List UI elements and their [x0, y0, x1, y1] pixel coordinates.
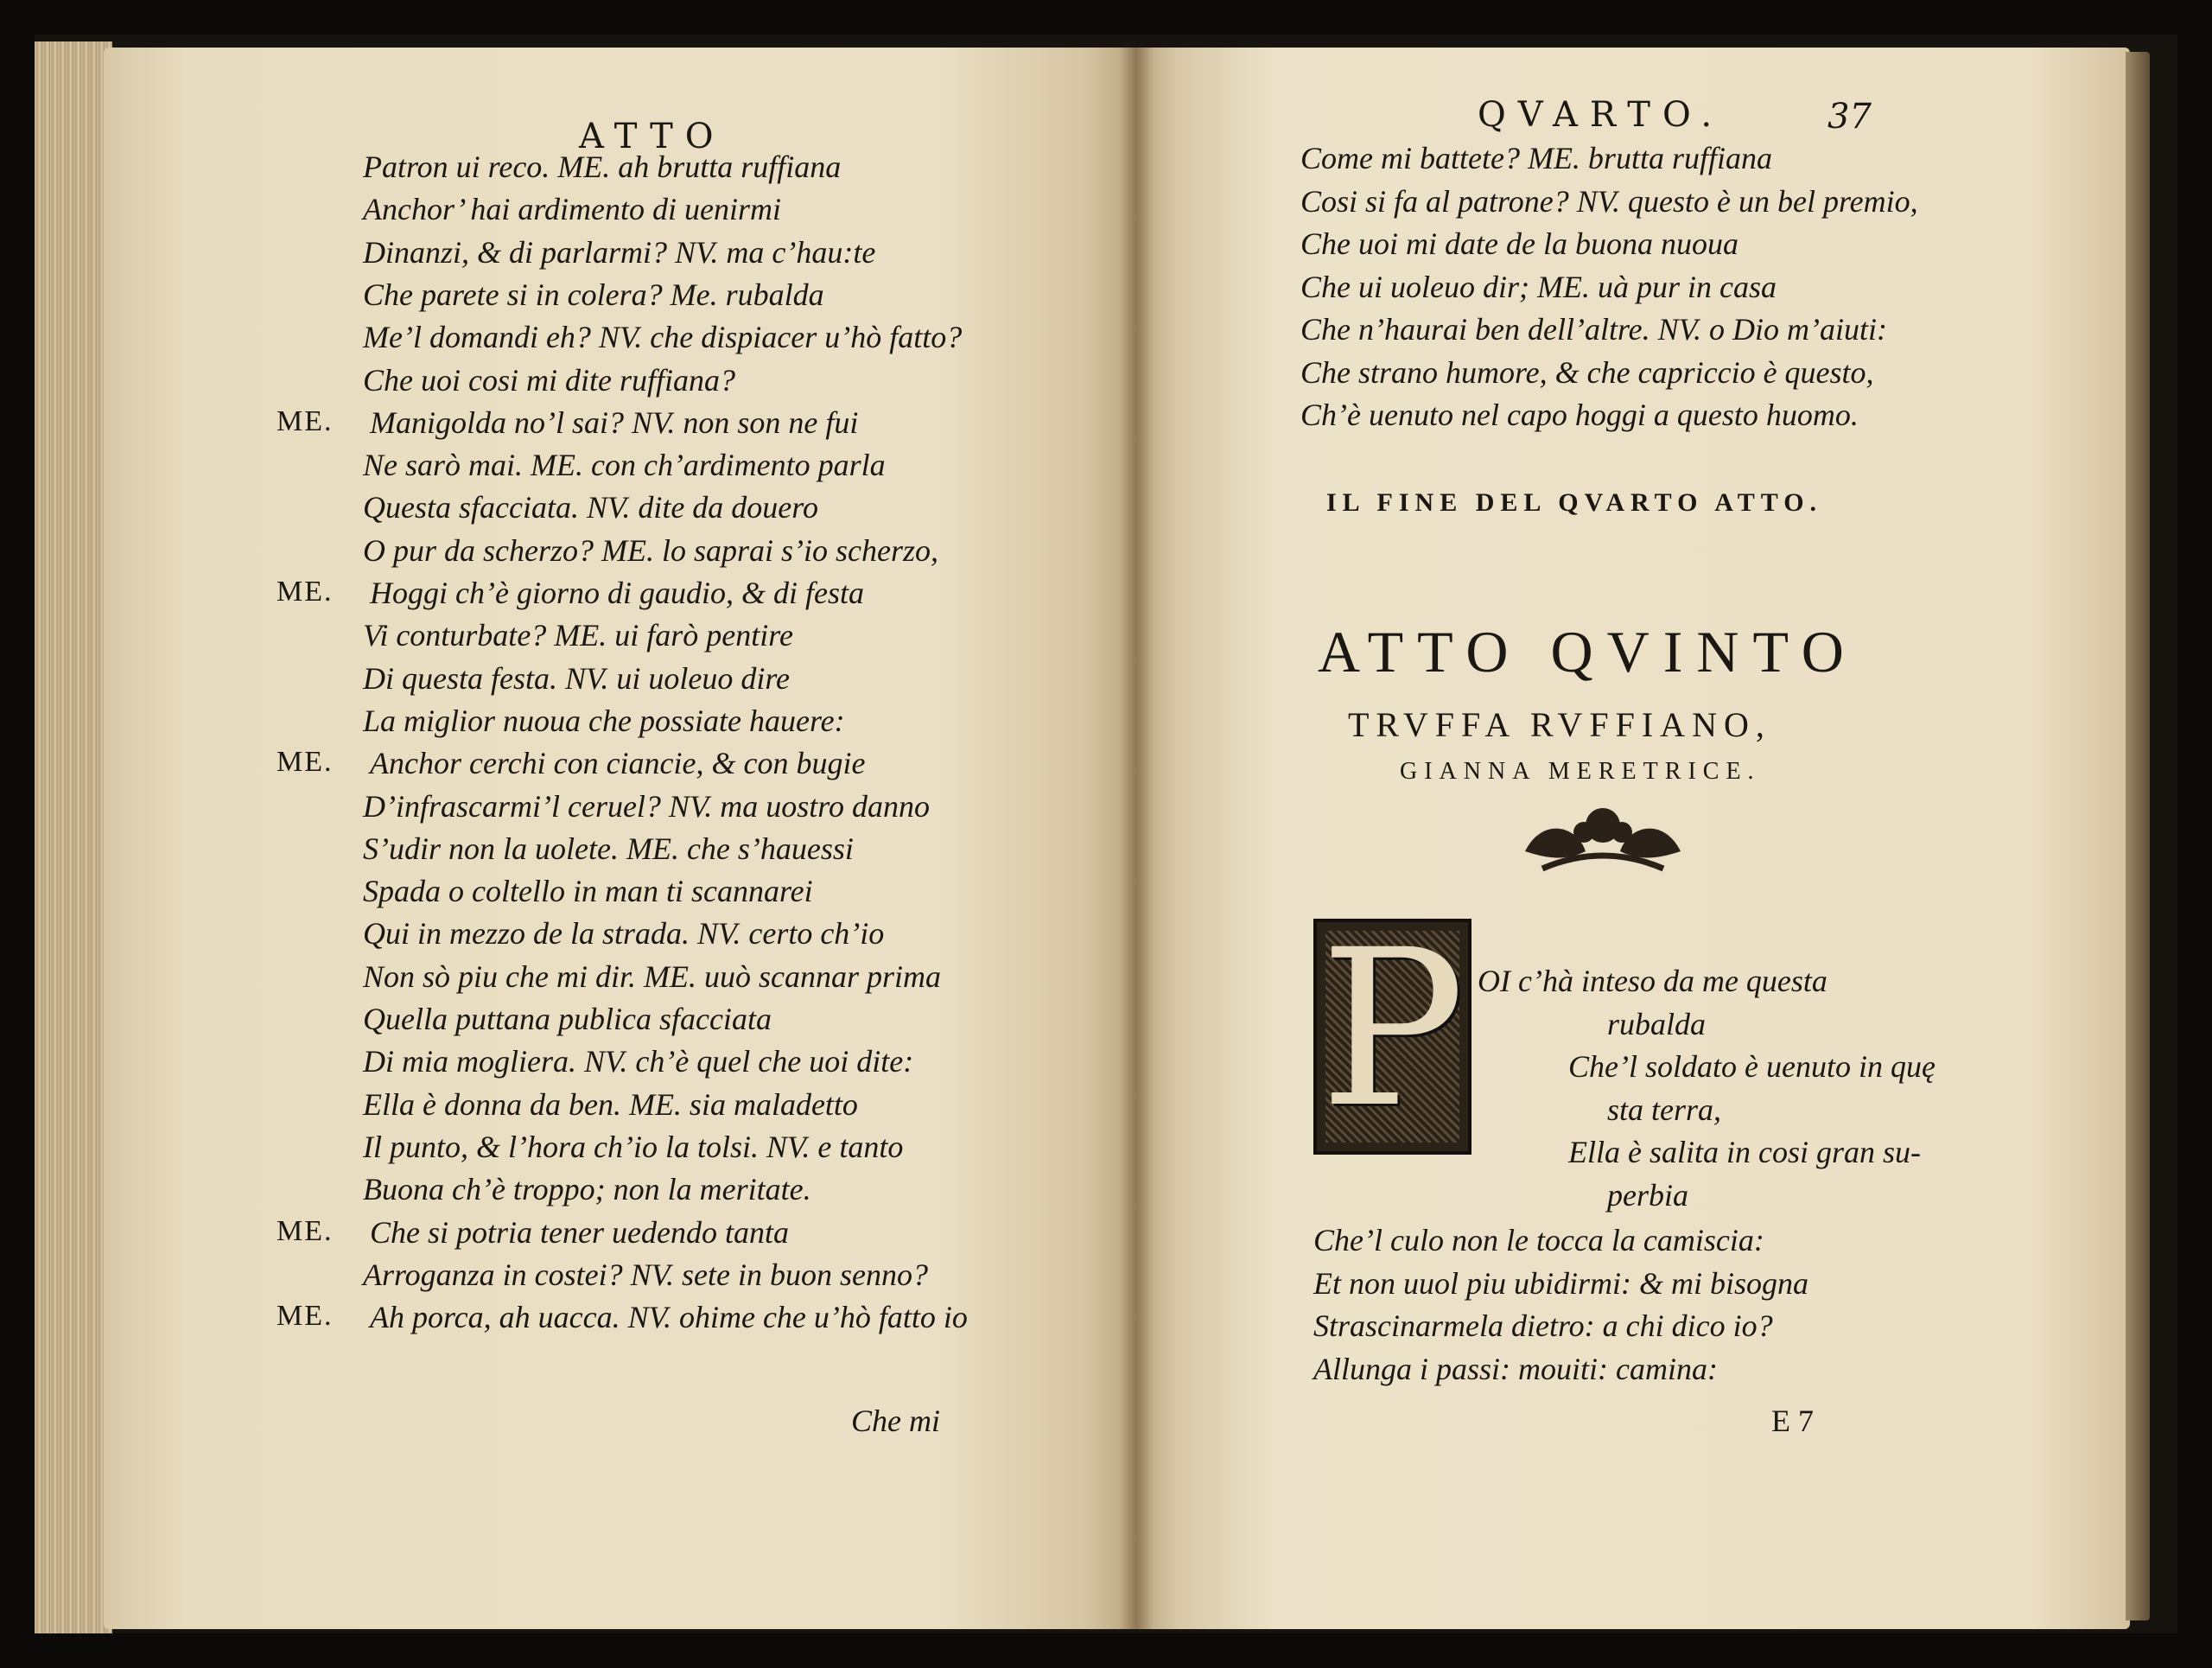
verse-line: Che’l culo non le tocca la camiscia: [1313, 1223, 1764, 1257]
verse-line: Ch’è uenuto nel capo hoggi a questo huomo. [1300, 398, 1859, 432]
right-page [1136, 48, 2130, 1629]
page-edges [35, 41, 112, 1633]
verse-line: Che n’haurai ben dell’altre. NV. o Dio m’aiuti: [1300, 312, 1887, 347]
initial-letter: P [1319, 903, 1465, 1155]
verse-line: Di questa festa. NV. ui uoleuo dire [363, 660, 790, 696]
verse-line: Che parete si in colera? Me. rubalda [363, 277, 824, 312]
verse-line: Che uoi mi date de la buona nuoua [1300, 226, 1738, 261]
back-cover-edge [2126, 52, 2150, 1620]
verse-line: perbia [1607, 1177, 1688, 1213]
verse-line: Ella è salita in cosi gran su- [1568, 1135, 1921, 1169]
speaker-mark: ME. [276, 746, 334, 779]
verse-line: Questa sfacciata. NV. dite da douero [363, 490, 818, 525]
end-of-act-heading: IL FINE DEL QVARTO ATTO. [1326, 488, 1823, 517]
verse-line: Allunga i passi: mouiti: camina: [1313, 1351, 1718, 1386]
right-running-head: QVARTO. [1478, 95, 1725, 135]
verse-line: Di mia mogliera. NV. ch’è quel che uoi dite: [363, 1044, 914, 1079]
speaker-mark: ME. [276, 576, 334, 608]
verse-line: Hoggi ch’è giorno di gaudio, & di festa [370, 576, 864, 610]
speaker-mark: ME. [276, 1300, 334, 1333]
verse-line: OI c’hà inteso da me questa [1478, 964, 1827, 998]
verse-line: Ah porca, ah uacca. NV. ohime che u’hò fatto io [370, 1300, 968, 1335]
verse-line: D’infrascarmi’l ceruel? NV. ma uostro danno [363, 788, 930, 824]
folio-number: 37 [1827, 97, 1872, 137]
act-title: ATTO QVINTO [1318, 619, 1858, 684]
speaker-mark: ME. [276, 404, 334, 437]
verse-line: Quella puttana publica sfacciata [363, 1002, 772, 1036]
verse-line: Non sò piu che mi dir. ME. uuò scannar prima [363, 958, 941, 994]
verse-line: Dinanzi, & di parlarmi? NV. ma c’hau:te [363, 234, 876, 270]
verse-line: Strascinarmela dietro: a chi dico io? [1313, 1308, 1773, 1343]
catchword: Che mi [851, 1404, 940, 1438]
character-gianna: GIANNA MERETRICE. [1400, 758, 1761, 785]
verse-line: Buona ch’è troppo; non la meritate. [363, 1172, 811, 1207]
verse-line: Che ui uoleuo dir; ME. uà pur in casa [1300, 269, 1777, 304]
verse-line: O pur da scherzo? ME. lo saprai s’io scherzo, [363, 532, 938, 568]
verse-line: Il punto, & l’hora ch’io la tolsi. NV. e tanto [363, 1129, 904, 1164]
verse-line: Ne sarò mai. ME. con ch’ardimento parla [363, 448, 886, 483]
verse-line: Me’l domandi eh? NV. che dispiacer u’hò fatto? [363, 320, 963, 355]
speaker-mark: ME. [276, 1214, 334, 1247]
verse-line: Che strano humore, & che capriccio è questo, [1300, 354, 1874, 390]
verse-line: Arroganza in costei? NV. sete in buon senno? [363, 1257, 928, 1292]
character-truffa: TRVFFA RVFFIANO, [1348, 705, 1771, 744]
verse-line: Ella è donna da ben. ME. sia maladetto [363, 1086, 858, 1122]
fleuron-ornament [1516, 791, 1689, 886]
left-page [104, 48, 1136, 1629]
signature-mark: E 7 [1771, 1404, 1814, 1438]
verse-line: La miglior nuoua che possiate hauere: [363, 703, 845, 738]
verse-line: Spada o coltello in man ti scannarei [363, 874, 813, 909]
verse-line: Patron ui reco. ME. ah brutta ruffiana [363, 150, 842, 184]
verse-line: rubalda [1607, 1006, 1707, 1041]
verse-line: Cosi si fa al patrone? NV. questo è un bel premio, [1300, 183, 1918, 219]
verse-line: Come mi battete? ME. brutta ruffiana [1300, 141, 1772, 175]
verse-line: sta terra, [1607, 1092, 1722, 1127]
verse-line: Anchor’ hai ardimento di uenirmi [363, 192, 781, 227]
verse-line: Qui in mezzo de la strada. NV. certo ch’io [363, 916, 885, 952]
verse-line: Che si potria tener uedendo tanta [370, 1214, 789, 1250]
verse-line: Che’l soldato è uenuto in quę [1568, 1049, 1936, 1084]
decorated-initial [1313, 903, 1471, 1155]
verse-line: Anchor cerchi con ciancie, & con bugie [370, 746, 866, 781]
gutter-shadow [1119, 48, 1154, 1629]
verse-line: Che uoi cosi mi dite ruffiana? [363, 362, 735, 398]
verse-line: Et non uuol piu ubidirmi: & mi bisogna [1313, 1265, 1809, 1301]
verse-line: Vi conturbate? ME. ui farò pentire [363, 618, 793, 653]
left-running-head: ATTO [579, 117, 726, 156]
verse-line: Manigolda no’l sai? NV. non son ne fui [370, 404, 859, 440]
verse-line: S’udir non la uolete. ME. che s’hauessi [363, 831, 854, 866]
